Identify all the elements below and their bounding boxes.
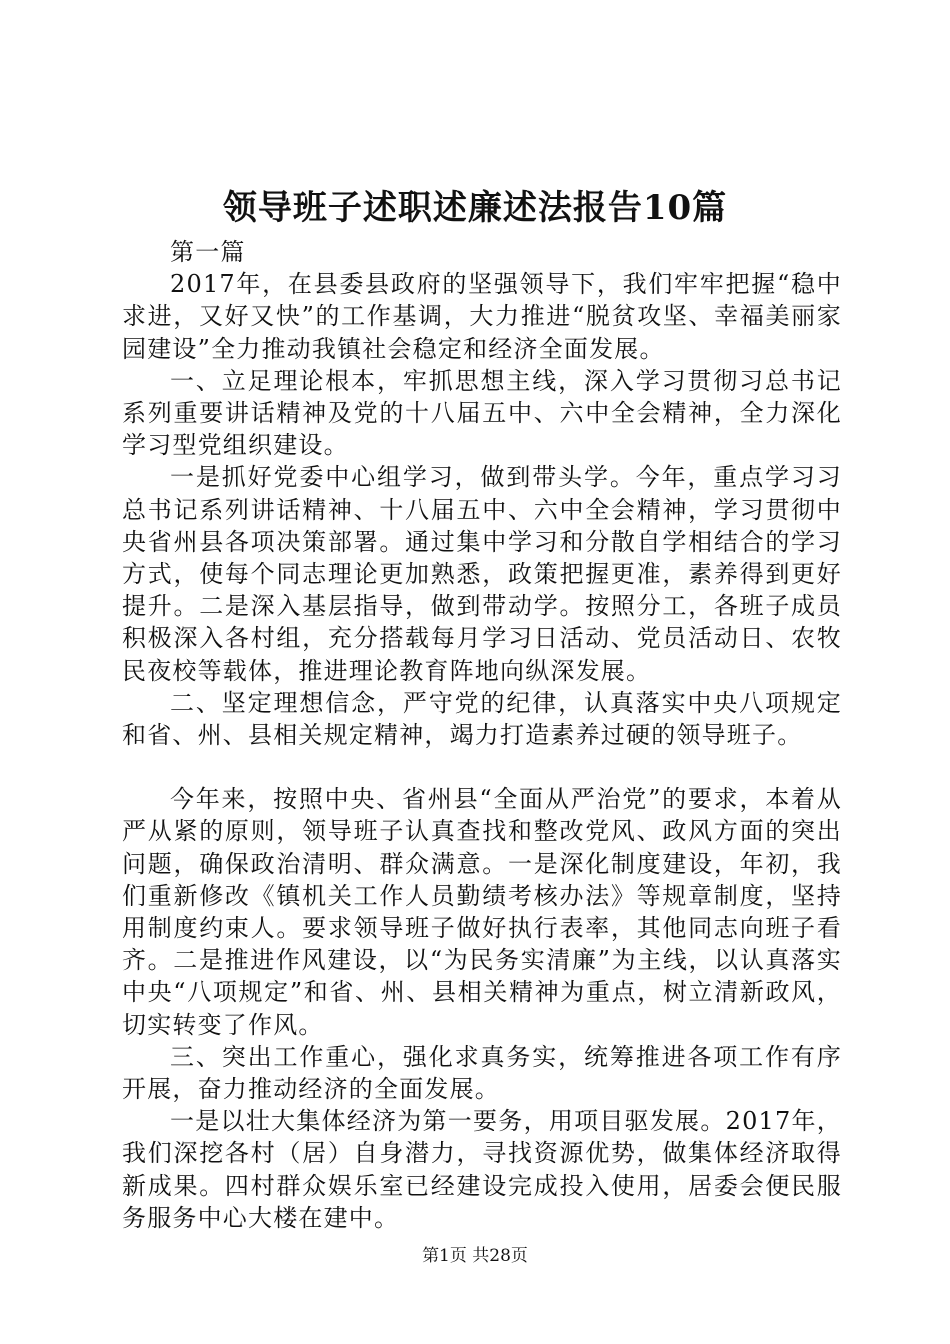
document-body bbox=[122, 236, 842, 1234]
body-paragraph: 一是抓好党委中心组学习，做到带头学。今年，重点学习习总书记系列讲话精神、十八届五中、六中全会精神，学习贯彻中央省州县各项决策部署。通过集中学习和分散自学相结合的学习方式，使每个同志理论更加熟悉，政策把握更准，素养得到更好提升。二是深入基层指导，做到带动学。按照分工，各班子成员积极深入各村组，充分搭载每月学习日活动、党员活动日、农牧民夜校等载体，推进理论教育阵地向纵深发展。 bbox=[122, 463, 842, 685]
section-heading: 第一篇 bbox=[170, 238, 246, 266]
document-title: 领导班子述职述廉述法报告10篇 bbox=[222, 188, 728, 228]
body-paragraph: 一、立足理论根本，牢抓思想主线，深入学习贯彻习总书记系列重要讲话精神及党的十八届五中、六中全会精神，全力深化学习型党组织建设。 bbox=[122, 366, 842, 460]
body-paragraph: 2017年，在县委县政府的坚强领导下，我们牢牢把握“稳中求进，又好又快”的工作基调，大力推进“脱贫攻坚、幸福美丽家园建设”全力推动我镇社会稳定和经济全面发展。 bbox=[122, 270, 842, 363]
page-number-footer: 第1页 共28页 bbox=[422, 1246, 528, 1266]
body-paragraph: 一是以壮大集体经济为第一要务，用项目驱发展。2017年，我们深挖各村（居）自身潜力，寻找资源优势，做集体经济取得新成果。四村群众娱乐室已经建设完成投入使用，居委会便民服务服务中心大楼在建中。 bbox=[122, 1107, 842, 1232]
body-paragraph: 三、突出工作重心，强化求真务实，统筹推进各项工作有序开展，奋力推动经济的全面发展。 bbox=[122, 1042, 842, 1104]
body-paragraph: 二、坚定理想信念，严守党的纪律，认真落实中央八项规定和省、州、县相关规定精神，竭力打造素养过硬的领导班子。 bbox=[122, 688, 842, 750]
body-paragraph: 今年来，按照中央、省州县“全面从严治党”的要求，本着从严从紧的原则，领导班子认真查找和整改党风、政风方面的突出问题，确保政治清明、群众满意。一是深化制度建设，年初，我们重新修改《镇机关工作人员勤绩考核办法》等规章制度，坚持用制度约束人。要求领导班子做好执行表率，其他同志向班子看齐。二是推进作风建设，以“为民务实清廉”为主线，以认真落实中央“八项规定”和省、州、县相关精神为重点，树立清新政风，切实转变了作风。 bbox=[122, 785, 842, 1039]
